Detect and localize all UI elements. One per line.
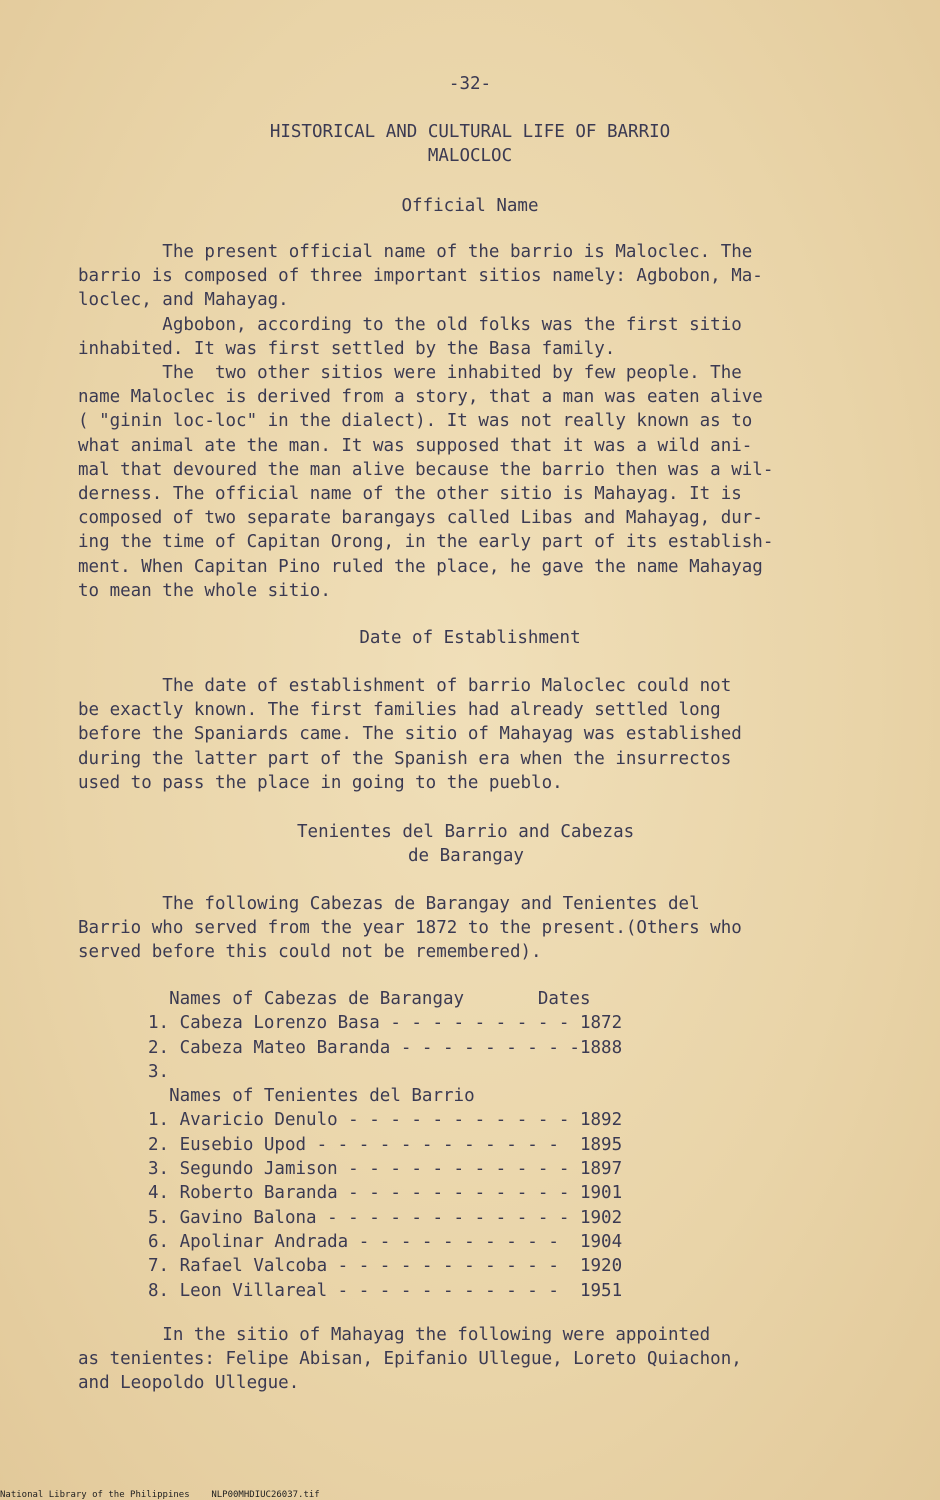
list-item: 3. (148, 1061, 170, 1082)
text-line: barrio is composed of three important sitios namely: Agbobon, Ma- (78, 266, 763, 287)
list-header: Names of Tenientes del Barrio (148, 1086, 475, 1107)
list-item: 1. Avaricio Denulo - - - - - - - - - - - 1892 (148, 1110, 623, 1131)
footer-file-id: NLP00MHDIUC26037.tif (211, 1490, 320, 1500)
text-line: composed of two separate barangays called Libas and Mahayag, dur- (78, 508, 763, 529)
text-line: what animal ate the man. It was supposed that it was a wild ani- (78, 435, 753, 456)
scan-footer (0, 1490, 320, 1500)
list-header: Names of Cabezas de Barangay Dates (148, 989, 591, 1009)
list-item: 5. Gavino Balona - - - - - - - - - - - - 1902 (148, 1207, 623, 1228)
text-line: ( "ginin loc-loc" in the dialect). It was not really known as to (78, 411, 753, 432)
text-line: mal that devoured the man alive because the barrio then was a wil- (78, 459, 774, 480)
tenientes-intro-paragraph (78, 892, 878, 965)
date-of-establishment-paragraph (78, 674, 878, 795)
text-line: served before this could not be remembered). (78, 942, 542, 963)
list-item: 2. Cabeza Mateo Baranda - - - - - - - - -1888 (148, 1037, 623, 1058)
page-title-barrio: MALOCLOC (427, 146, 513, 166)
text-line: Barrio who served from the year 1872 to the present.(Others who (78, 918, 742, 939)
official-name-paragraph (78, 240, 878, 603)
closing-paragraph (78, 1323, 878, 1396)
text-line: The present official name of the barrio is Maloclec. The (78, 242, 753, 262)
section-heading-tenientes: Tenientes del Barrio and Cabezas (297, 822, 635, 842)
text-line: derness. The official name of the other sitio is Mahayag. It is (78, 484, 742, 505)
text-line: used to pass the place in going to the pueblo. (78, 772, 563, 793)
text-line: before the Spaniards came. The sitio of Mahayag was established (78, 724, 742, 745)
text-line: The date of establishment of barrio Maloclec could not (78, 676, 732, 696)
list-item: 6. Apolinar Andrada - - - - - - - - - - 1904 (148, 1231, 623, 1252)
list-item: 1. Cabeza Lorenzo Basa - - - - - - - - - 1872 (148, 1013, 623, 1034)
text-line: Agbobon, according to the old folks was the first sitio (78, 314, 742, 335)
text-line: as tenientes: Felipe Abisan, Epifanio Ullegue, Loreto Quiachon, (78, 1349, 742, 1370)
text-line: In the sitio of Mahayag the following were appointed (78, 1325, 711, 1345)
list-item: 4. Roberto Baranda - - - - - - - - - - - 1901 (148, 1183, 623, 1204)
list-item: 8. Leon Villareal - - - - - - - - - - - 1951 (148, 1280, 623, 1301)
text-line: name Maloclec is derived from a story, that a man was eaten alive (78, 387, 763, 408)
text-line: and Leopoldo Ullegue. (78, 1373, 300, 1394)
section-heading-official-name: Official Name (401, 196, 539, 216)
section-heading-date-of-establishment: Date of Establishment (359, 628, 581, 648)
text-line: during the latter part of the Spanish era when the insurrectos (78, 748, 732, 769)
page-number: -32- (448, 74, 492, 94)
text-line: loclec, and Mahayag. (78, 290, 289, 311)
section-heading-tenientes-cont: de Barangay (408, 846, 524, 866)
text-line: be exactly known. The first families had already settled long (78, 700, 721, 721)
footer-library: National Library of the Philippines (0, 1490, 190, 1500)
list-item: 3. Segundo Jamison - - - - - - - - - - - 1897 (148, 1159, 623, 1180)
text-line: The following Cabezas de Barangay and Tenientes del (78, 894, 700, 914)
page-title: HISTORICAL AND CULTURAL LIFE OF BARRIO (269, 122, 671, 142)
text-line: The two other sitios were inhabited by few people. The (78, 363, 742, 384)
text-line: to mean the whole sitio. (78, 580, 331, 601)
list-item: 2. Eusebio Upod - - - - - - - - - - - - 1895 (148, 1134, 623, 1155)
text-line: inhabited. It was first settled by the Basa family. (78, 338, 616, 359)
officials-list (148, 987, 622, 1303)
text-line: ing the time of Capitan Orong, in the early part of its establish- (78, 532, 774, 553)
list-item: 7. Rafael Valcoba - - - - - - - - - - - 1920 (148, 1256, 623, 1277)
text-line: ment. When Capitan Pino ruled the place, he gave the name Mahayag (78, 556, 763, 577)
